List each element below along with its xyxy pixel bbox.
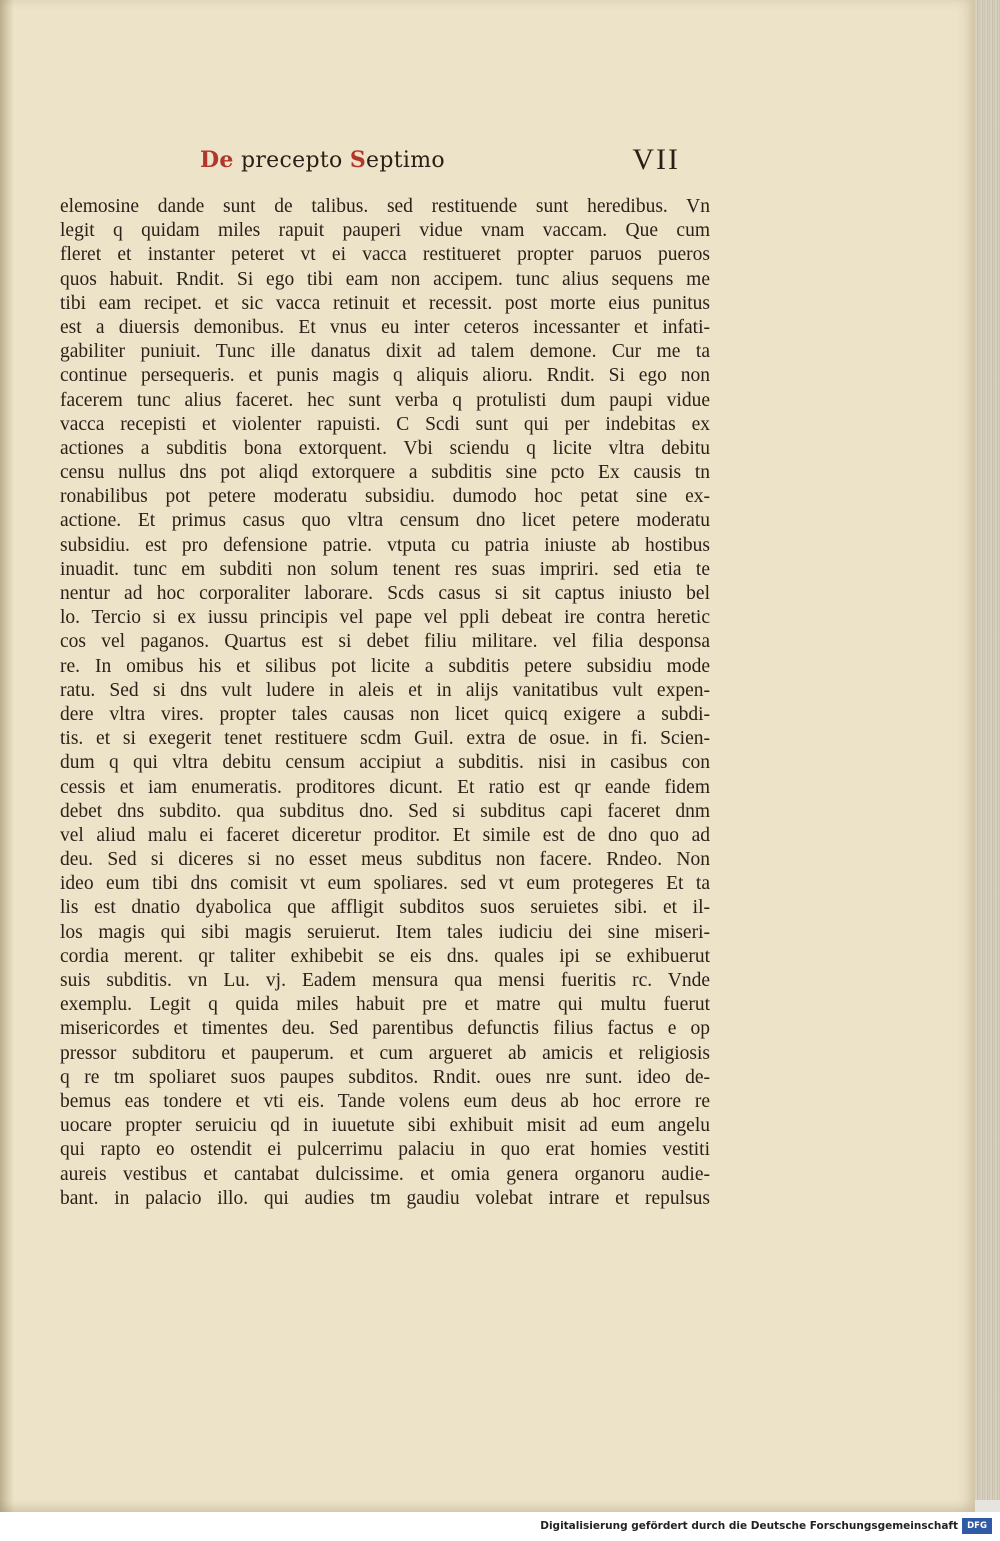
funding-credit: Digitalisierung gefördert durch die Deutsche Forschungsgemeinschaft (540, 1520, 958, 1532)
text-line: ronabilibus pot petere moderatu subsidiu. dumodo hoc petat sine ex- (60, 486, 710, 508)
text-line: debet dns subdito. qua subditus dno. Sed si subditus capi faceret dnm (60, 800, 710, 822)
text-line: elemosine dande sunt de talibus. sed restituende sunt heredibus. Vn (60, 196, 710, 217)
page-header (200, 143, 680, 183)
running-title-text: precepto (233, 148, 350, 173)
text-line: actiones a subditis bona extorquent. Vbi sciendu q licite vltra debitu (60, 437, 710, 459)
text-line: lis est dnatio dyabolica que affligit subditos suos seruietes sibi. et il- (60, 897, 710, 919)
text-line: subsidiu. est pro defensione patrie. vtputa cu patria iniuste ab hostibus (60, 534, 710, 556)
dfg-logo: DFG (962, 1518, 992, 1534)
text-line: fleret et instanter peteret vt ei vacca restitueret propter paruos pueros (60, 244, 710, 266)
text-line: cos vel paganos. Quartus est si debet filiu militare. vel filia desponsa (60, 631, 710, 653)
text-line: los magis qui sibi magis seruierut. Item tales iudiciu dei sine miseri- (60, 921, 710, 943)
text-line: aureis vestibus et cantabat dulcissime. et omia genera organoru audie- (60, 1163, 710, 1185)
text-line: tis. et si exegerit tenet restituere scdm Guil. extra de osue. in fi. Scien- (60, 728, 710, 750)
text-line: actione. Et primus casus quo vltra censum dno licet petere moderatu (60, 510, 710, 532)
gutter-shadow (0, 0, 14, 1512)
text-line: facerem tunc alius faceret. hec sunt verba q protulisti dum paupi vidue (60, 389, 710, 411)
text-line: gabiliter puniuit. Tunc ille danatus dixit ad talem demone. Cur me ta (60, 341, 710, 363)
text-line: ideo eum tibi dns comisit vt eum spoliares. sed vt eum protegeres Et ta (60, 873, 710, 895)
text-line: continue persequeris. et punis magis q aliquis alioru. Rndit. Si ego non (60, 365, 710, 387)
text-line: misericordes et timentes deu. Sed parentibus defunctis filius factus e op (60, 1018, 710, 1040)
text-block (60, 195, 710, 1211)
running-title (200, 147, 445, 173)
text-line: dere vltra vires. propter tales causas non licet quicq exigere a subdi- (60, 703, 710, 725)
text-line: pressor subditoru et pauperum. et cum argueret ab amicis et religiosis (60, 1042, 710, 1064)
text-line: vel aliud malu ei faceret diceretur proditor. Et simile est de dno quo ad (60, 824, 710, 846)
text-line: cessis et iam enumeratis. proditores dicunt. Et ratio est qr eande fidem (60, 776, 710, 798)
text-line: deu. Sed si diceres si no esset meus subditus non facere. Rndeo. Non (60, 849, 710, 871)
text-line: est a diuersis demonibus. Et vnus eu inter ceteros incessanter et infati- (60, 316, 710, 338)
text-line: exemplu. Legit q quida miles habuit pre et matre qui multu fuerut (60, 994, 710, 1016)
text-line: inuadit. tunc em subditi non solum tenent res suas impriri. sed etia te (60, 558, 710, 580)
rubric-initial: De (200, 147, 234, 173)
text-line: uocare propter seruiciu qd in iuuetute sibi exhibuit misit ad eum angelu (60, 1115, 710, 1137)
rubric-initial: S (349, 147, 367, 173)
folio-number: VII (632, 143, 680, 176)
text-line: dum q qui vltra debitu censum accipiut a subditis. nisi in casibus con (60, 752, 710, 774)
text-line: qui rapto eo ostendit ei pulcerrimu palaciu in quo erat homies vestiti (60, 1139, 710, 1161)
text-line: lo. Tercio si ex iussu principis vel pape vel ppli debeat ire contra heretic (60, 607, 710, 629)
footer-bar (0, 1512, 1000, 1541)
running-title-text: eptimo (366, 148, 445, 173)
text-line: quos habuit. Rndit. Si ego tibi eam non accipem. tunc alius sequens me (60, 268, 710, 290)
text-line: re. In omibus his et silibus pot licite a subditis petere subsidiu mode (60, 655, 710, 677)
text-line: tibi eam recipet. et sic vacca retinuit et recessit. post morte eius punitus (60, 292, 710, 314)
text-line: bant. in palacio illo. qui audies tm gaudiu volebat intrare et repulsus (60, 1187, 710, 1209)
text-line: bemus eas tondere et vti eis. Tande volens eum deus ab hoc errore re (60, 1090, 710, 1112)
text-line: q re tm spoliaret suos paupes subditos. Rndit. oues nre sunt. ideo de- (60, 1066, 710, 1088)
text-line: cordia merent. qr taliter exhibebit se eis dns. quales ipi se exhibuerut (60, 945, 710, 967)
text-line: suis subditis. vn Lu. vj. Eadem mensura qua mensi fueritis rc. Vnde (60, 970, 710, 991)
text-line: ratu. Sed si dns vult ludere in aleis et in alijs vanitatibus vult expen- (60, 679, 710, 701)
text-line: legit q quidam miles rapuit pauperi vidue vnam vaccam. Que cum (60, 220, 710, 242)
text-line: vacca recepisti et violenter rapuisti. C Scdi sunt qui per indebitas ex (60, 413, 710, 435)
text-line: nentur ad hoc corporaliter laborare. Scds casus si sit captus iniusto bel (60, 583, 710, 604)
text-line: censu nullus dns pot aliqd extorquere a subditis sine pcto Ex causis tn (60, 462, 710, 484)
